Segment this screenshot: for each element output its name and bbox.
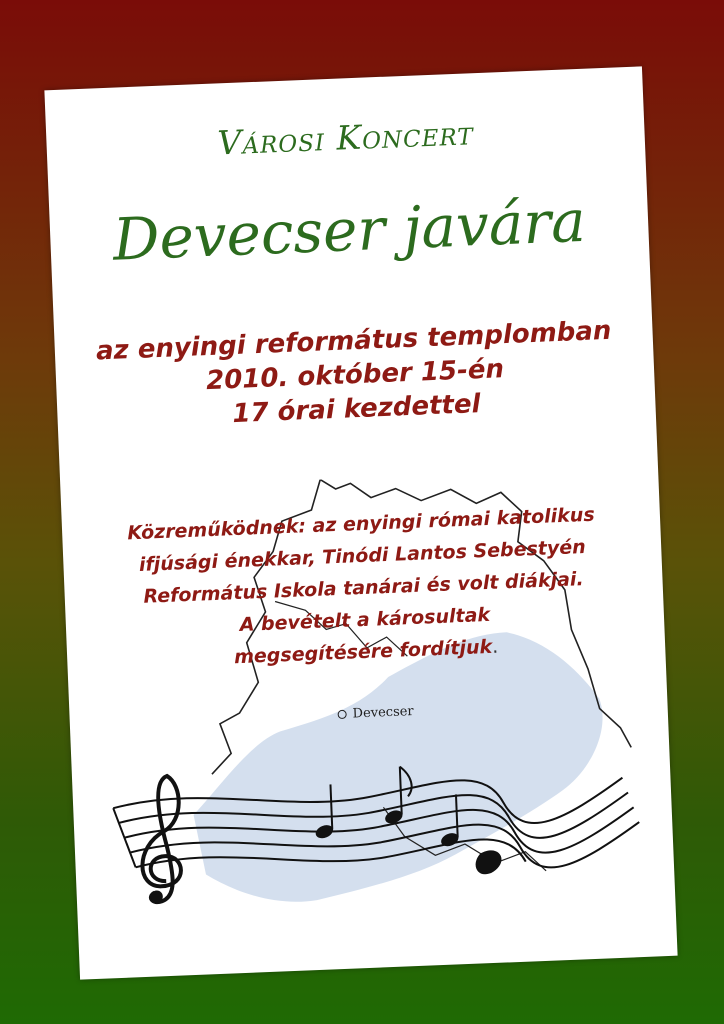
info-period: .	[491, 635, 499, 658]
city-marker-icon	[337, 710, 346, 719]
concert-title: Devecser javára	[111, 186, 587, 274]
info-line: A bevételt a károsultak	[239, 603, 491, 636]
info-line: megsegítésére fordítjuk	[233, 635, 493, 669]
time-line: 17 órai kezdettel	[231, 389, 482, 430]
concert-label: Városi Koncert	[216, 113, 475, 163]
map-city-label	[337, 704, 414, 722]
date-line: 2010. október 15-én	[205, 354, 505, 397]
info-line: Közreműködnek: az enyingi római katolikus	[126, 503, 596, 545]
info-line: ifjúsági énekkar, Tinódi Lantos Sebestyén	[138, 536, 587, 576]
venue-line: az enyingi református templomban	[95, 315, 612, 367]
info-block	[62, 496, 666, 680]
venue-block	[54, 312, 656, 438]
treble-clef-icon	[139, 776, 183, 903]
info-line: Református Iskola tanárai és volt diákjai.	[143, 568, 585, 608]
city-name: Devecser	[352, 704, 414, 722]
music-notes-icon	[101, 726, 667, 918]
poster-sheet	[44, 66, 677, 979]
